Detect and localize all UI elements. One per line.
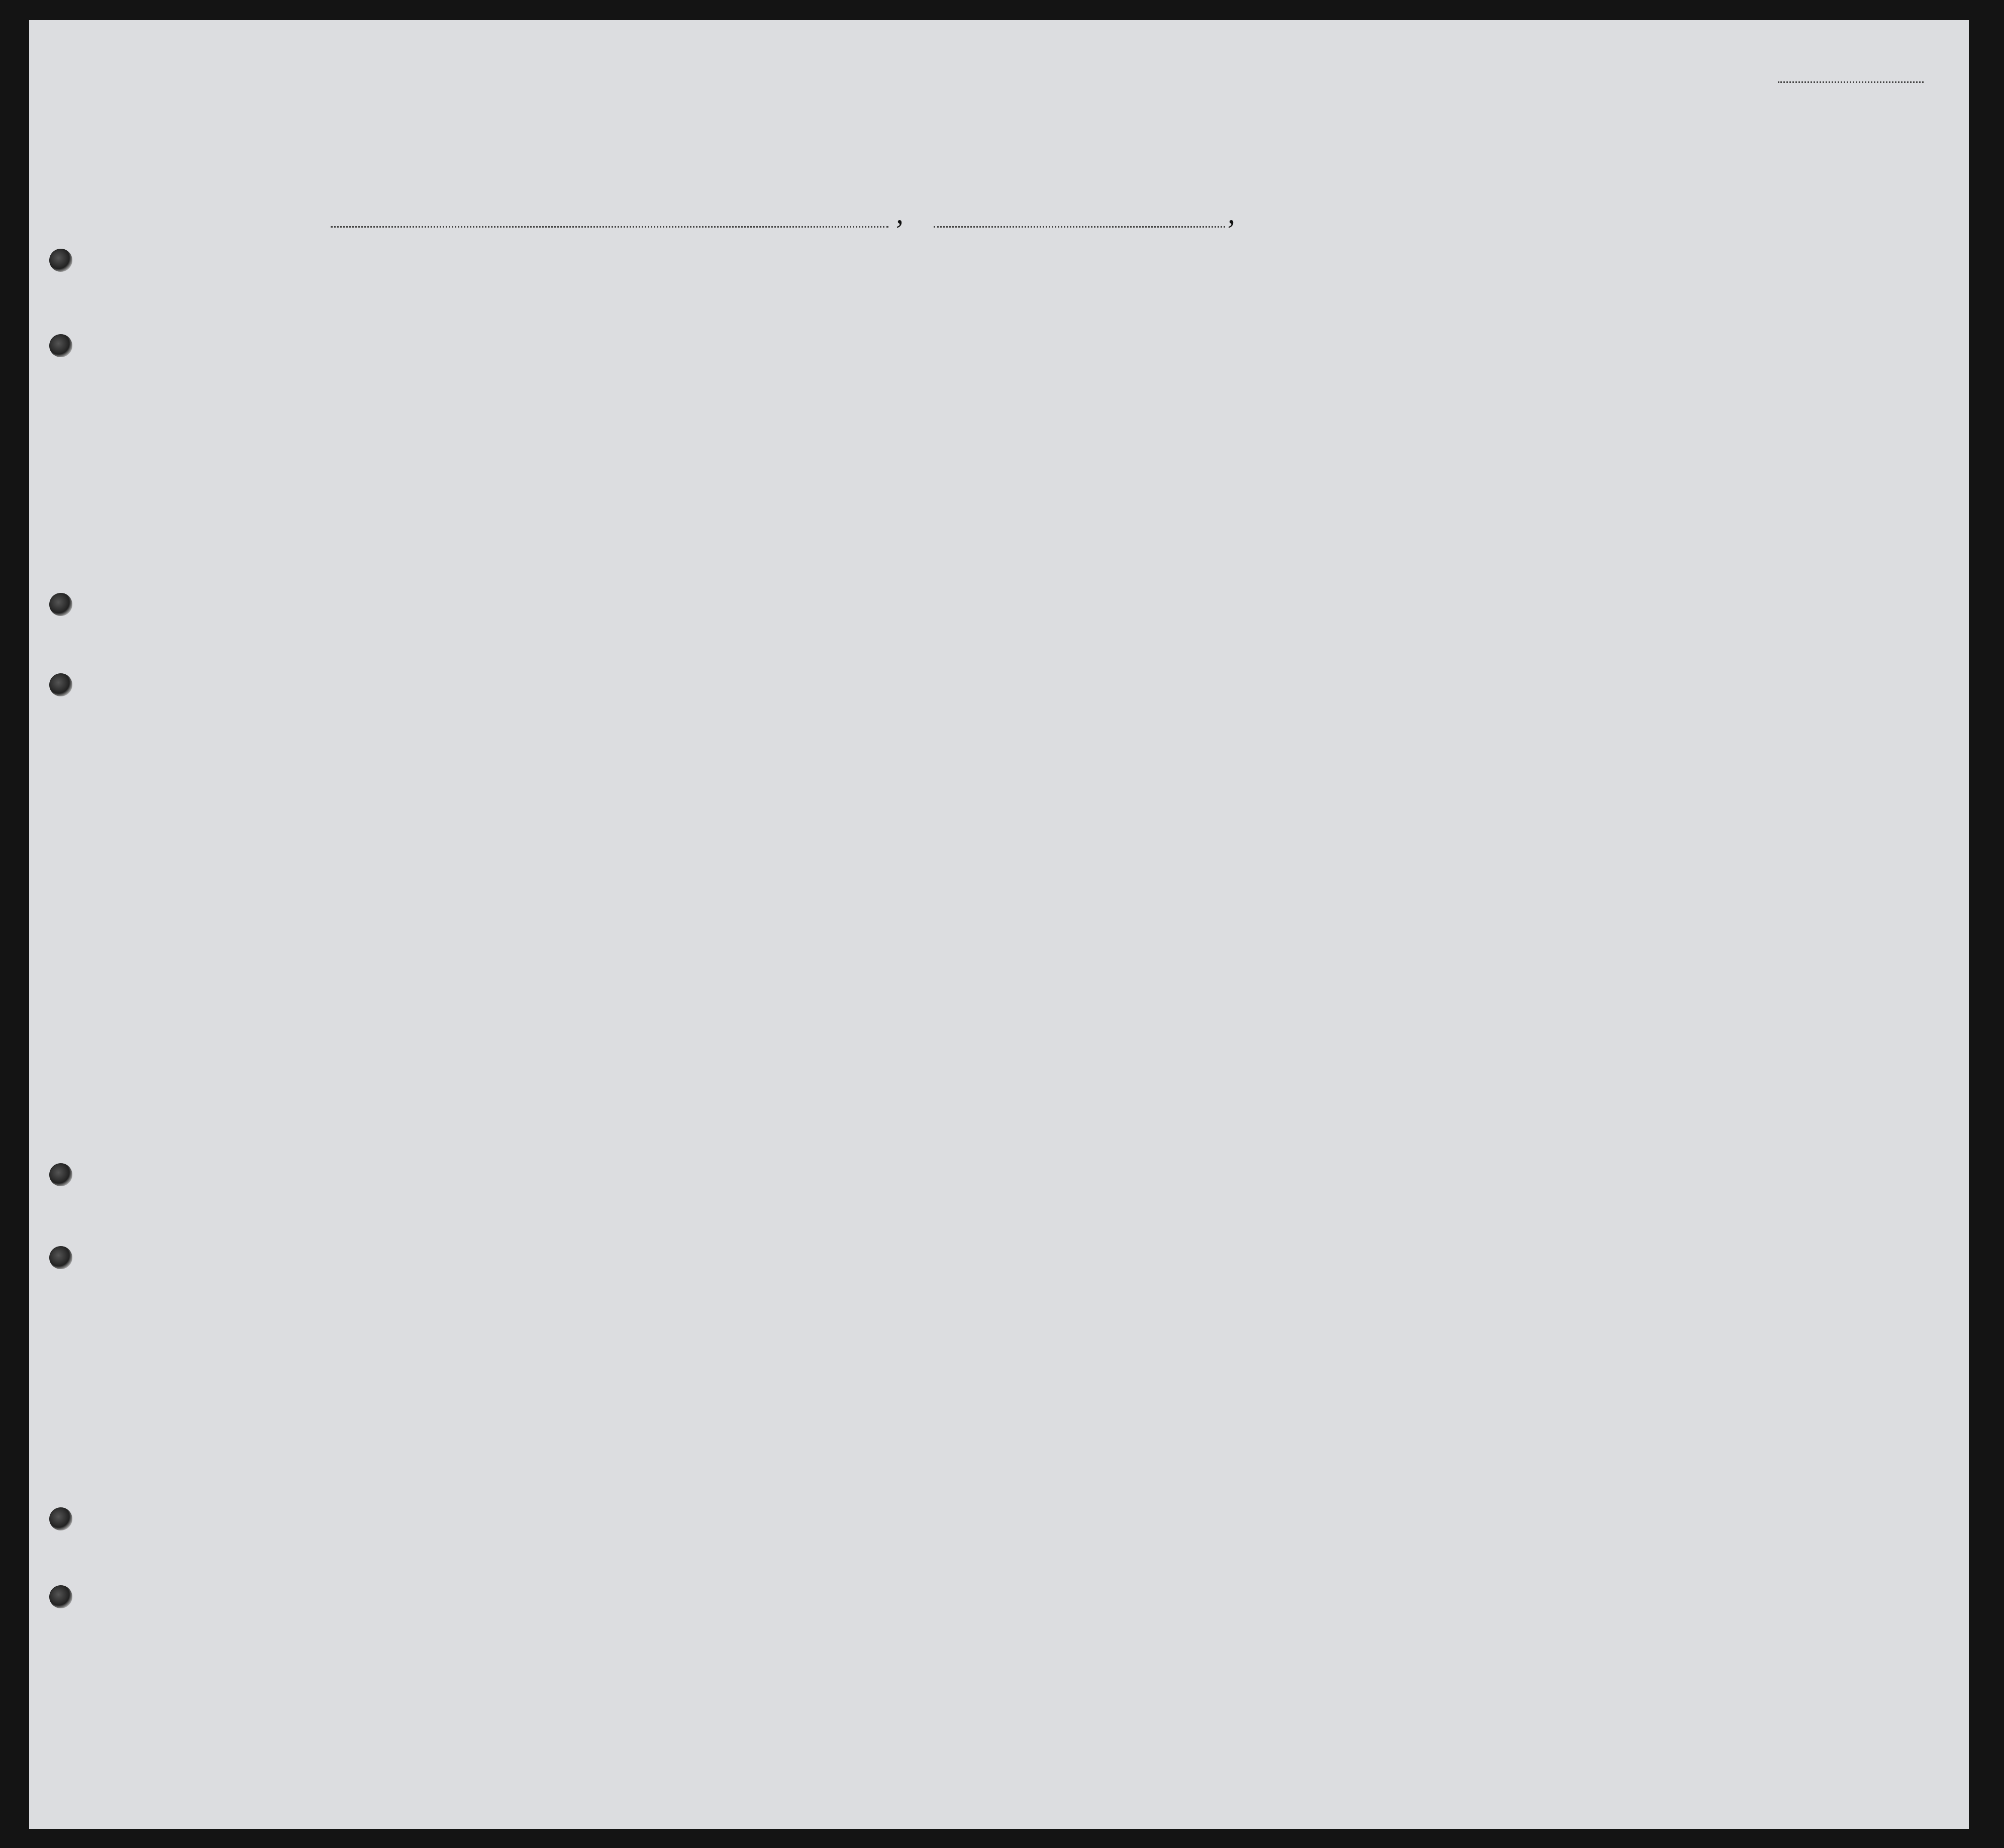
binder-hole bbox=[49, 593, 72, 616]
binder-hole bbox=[49, 673, 72, 696]
ruled-grid bbox=[29, 20, 1969, 1829]
binder-hole bbox=[49, 1585, 72, 1608]
port-line bbox=[331, 226, 888, 228]
binder-hole bbox=[49, 1507, 72, 1530]
binder-hole bbox=[49, 1163, 72, 1186]
binder-hole bbox=[49, 334, 72, 357]
date-line bbox=[934, 226, 1225, 228]
date-comma: , bbox=[1228, 196, 1235, 230]
binder-hole bbox=[49, 249, 72, 272]
list-underline bbox=[1778, 81, 1924, 83]
manifest-sheet bbox=[29, 20, 1969, 1829]
binder-hole bbox=[49, 1246, 72, 1269]
port-comma: , bbox=[896, 196, 904, 230]
